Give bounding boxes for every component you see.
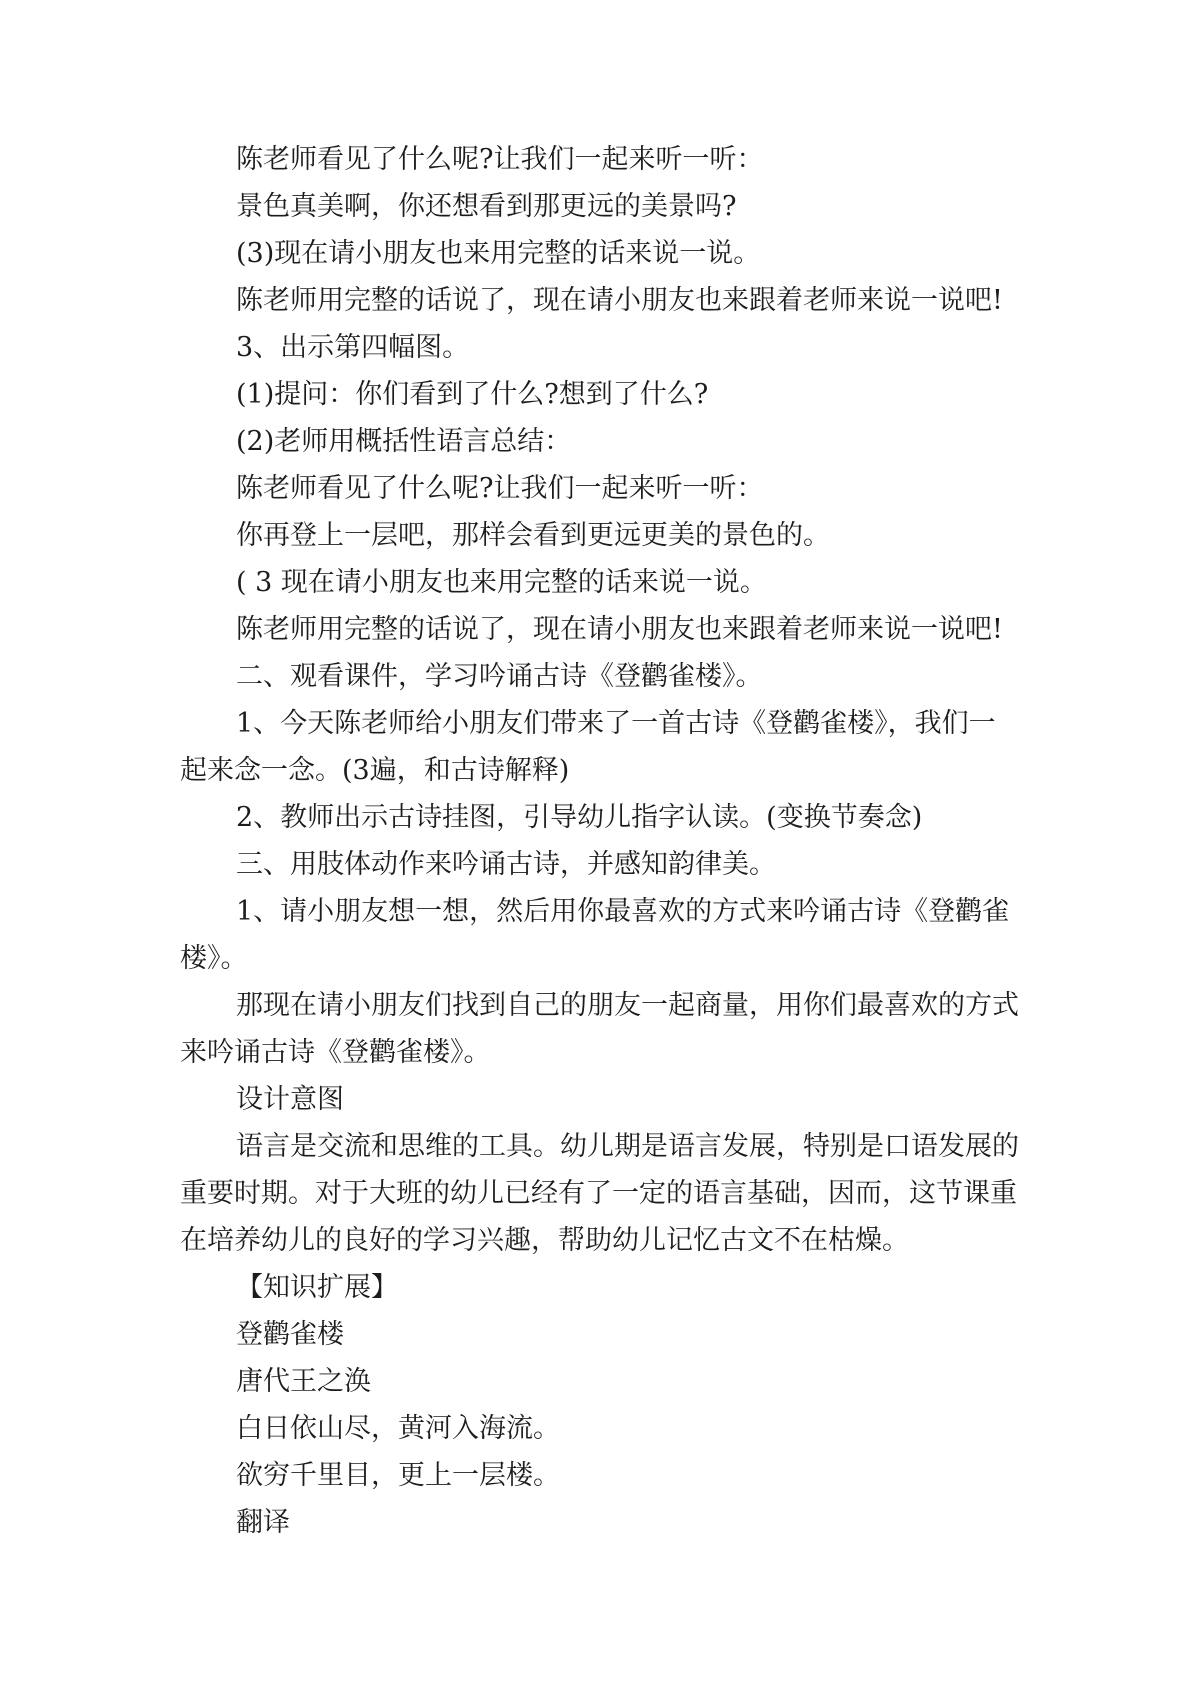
section-heading: 二、观看课件，学习吟诵古诗《登鹳雀楼》。: [236, 661, 763, 692]
poem-line: 欲穷千里目，更上一层楼。: [236, 1460, 560, 1491]
paragraph: 陈老师看见了什么呢?让我们一起来听一听：: [236, 144, 764, 175]
paragraph: 陈老师用完整的话说了，现在请小朋友也来跟着老师来说一说吧!: [236, 614, 1003, 645]
paragraph: 陈老师用完整的话说了，现在请小朋友也来跟着老师来说一说吧!: [236, 285, 1003, 316]
paragraph: 陈老师看见了什么呢?让我们一起来听一听：: [236, 473, 764, 504]
paragraph: 语言是交流和思维的工具。幼儿期是语言发展，特别是口语发展的重要时期。对于大班的幼儿已经有了一定的语言基础，因而，这节课重在培养幼儿的良好的学习兴趣，帮助幼儿记忆古文不在枯燥。: [180, 1131, 1019, 1256]
paragraph: ( 3 现在请小朋友也来用完整的话来说一说。: [236, 567, 767, 598]
paragraph: 1、今天陈老师给小朋友们带来了一首古诗《登鹳雀楼》，我们一起来念一念。(3遍，和古诗解释): [180, 708, 996, 786]
section-heading: 三、用肢体动作来吟诵古诗，并感知韵律美。: [236, 849, 776, 880]
section-heading: 【知识扩展】: [236, 1272, 398, 1303]
section-heading: 设计意图: [236, 1084, 344, 1115]
paragraph: 3、出示第四幅图。: [236, 332, 470, 363]
paragraph: (2)老师用概括性语言总结：: [236, 426, 572, 457]
section-heading: 翻译: [236, 1507, 290, 1538]
paragraph: (1)提问：你们看到了什么?想到了什么?: [236, 379, 709, 410]
document-body: [180, 136, 1020, 1546]
paragraph: 景色真美啊，你还想看到那更远的美景吗?: [236, 191, 737, 222]
paragraph: 那现在请小朋友们找到自己的朋友一起商量，用你们最喜欢的方式来吟诵古诗《登鹳雀楼》。: [180, 990, 1019, 1068]
paragraph: 2、教师出示古诗挂图，引导幼儿指字认读。(变换节奏念): [236, 802, 923, 833]
poem-line: 白日依山尽，黄河入海流。: [236, 1413, 560, 1444]
poem-author: 唐代王之涣: [236, 1366, 371, 1397]
poem-title: 登鹳雀楼: [236, 1319, 344, 1350]
paragraph: 你再登上一层吧，那样会看到更远更美的景色的。: [236, 520, 830, 551]
paragraph: (3)现在请小朋友也来用完整的话来说一说。: [236, 238, 761, 269]
paragraph: 1、请小朋友想一想，然后用你最喜欢的方式来吟诵古诗《登鹳雀楼》。: [180, 896, 1010, 974]
